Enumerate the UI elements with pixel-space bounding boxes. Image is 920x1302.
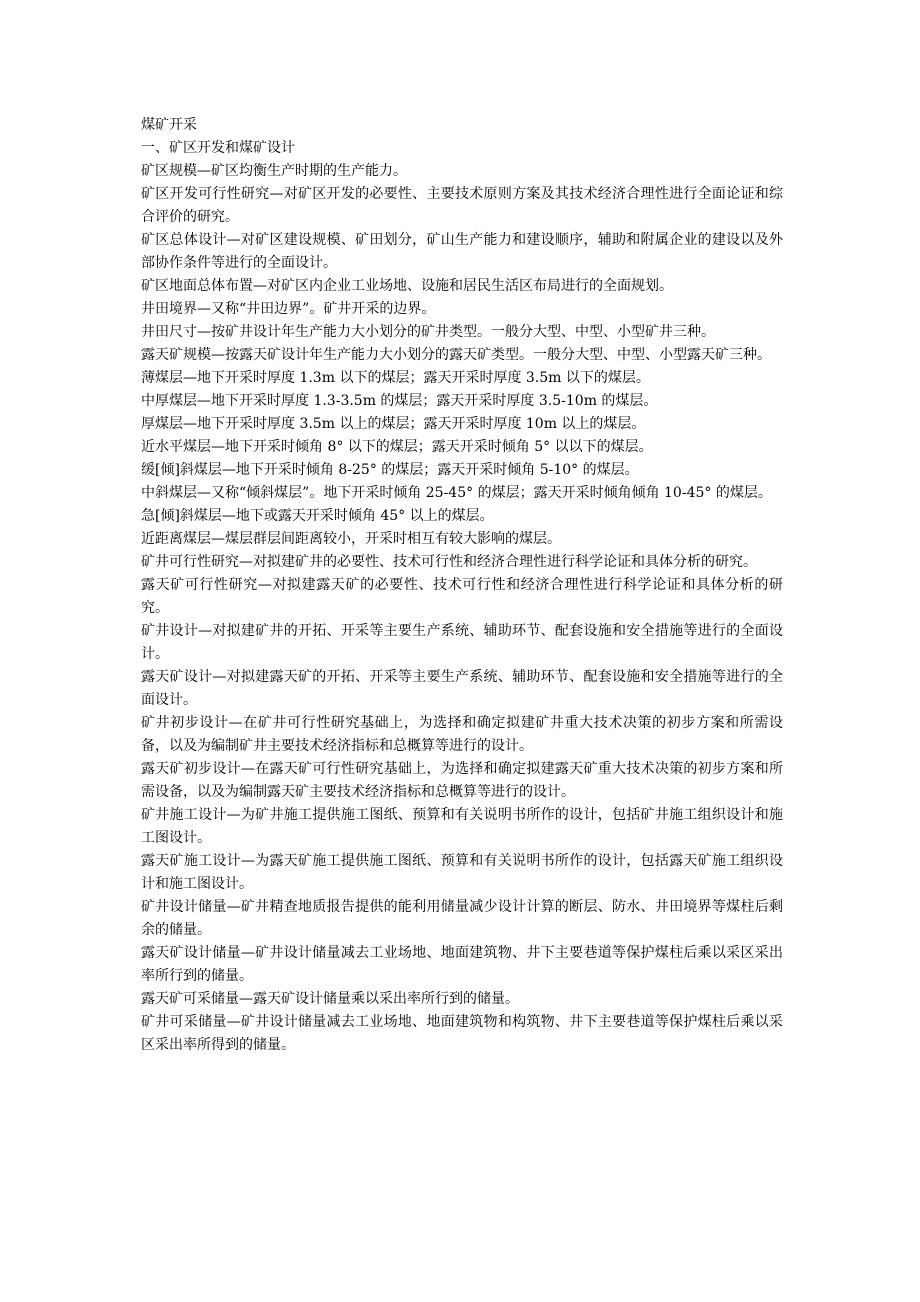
- definition-paragraph: 矿井设计—对拟建矿井的开拓、开采等主要生产系统、辅助环节、配套设施和安全措施等进行的全面设计。: [141, 623, 783, 662]
- definition-paragraph: 薄煤层—地下开采时厚度 1.3m 以下的煤层；露天开采时厚度 3.5m 以下的煤层。: [141, 370, 650, 386]
- definition-paragraph: 矿井可行性研究—对拟建矿井的必要性、技术可行性和经济合理性进行科学论证和具体分析的研究。: [141, 554, 757, 570]
- definition-paragraph: 近距离煤层—煤层群层间距离较小，开采时相互有较大影响的煤层。: [141, 531, 561, 547]
- definition-paragraph: 矿区地面总体布置—对矿区内企业工业场地、设施和居民生活区布局进行的全面规划。: [141, 278, 673, 294]
- definition-paragraph: 中斜煤层—又称“倾斜煤层”。地下开采时倾角 25-45° 的煤层；露天开采时倾角倾角 10-45° 的煤层。: [141, 485, 772, 501]
- definition-paragraph: 露天矿设计—对拟建露天矿的开拓、开采等主要生产系统、辅助环节、配套设施和安全措施等进行的全面设计。: [141, 669, 783, 708]
- definition-paragraph: 露天矿可采储量—露天矿设计储量乘以采出率所行到的储量。: [141, 991, 519, 1007]
- definition-paragraph: 缓[倾]斜煤层—地下开采时倾角 8-25° 的煤层；露天开采时倾角 5-10° 的煤层。: [141, 462, 639, 478]
- definition-paragraph: 中厚煤层—地下开采时厚度 1.3-3.5m 的煤层；露天开采时厚度 3.5-10m 的煤层。: [141, 393, 658, 409]
- definition-paragraph: 矿井可采储量—矿井设计储量减去工业场地、地面建筑物和构筑物、井下主要巷道等保护煤柱后乘以采区采出率所得到的储量。: [141, 1014, 783, 1053]
- paragraph-list: [141, 160, 783, 1057]
- definition-paragraph: 矿区规模—矿区均衡生产时期的生产能力。: [141, 163, 407, 179]
- definition-paragraph: 厚煤层—地下开采时厚度 3.5m 以上的煤层；露天开采时厚度 10m 以上的煤层。: [141, 416, 646, 432]
- definition-paragraph: 井田境界—又称“井田边界”。矿井开采的边界。: [141, 301, 436, 317]
- document-body: [141, 114, 783, 1057]
- document-title: 煤矿开采: [141, 117, 197, 133]
- definition-paragraph: 矿区开发可行性研究—对矿区开发的必要性、主要技术原则方案及其技术经济合理性进行全面论证和综合评价的研究。: [141, 186, 783, 225]
- definition-paragraph: 矿井施工设计—为矿井施工提供施工图纸、预算和有关说明书所作的设计，包括矿井施工组织设计和施工图设计。: [141, 807, 783, 846]
- definition-paragraph: 急[倾]斜煤层—地下或露天开采时倾角 45° 以上的煤层。: [141, 508, 494, 524]
- definition-paragraph: 近水平煤层—地下开采时倾角 8° 以下的煤层；露天开采时倾角 5° 以以下的煤层。: [141, 439, 653, 455]
- definition-paragraph: 露天矿施工设计—为露天矿施工提供施工图纸、预算和有关说明书所作的设计，包括露天矿施工组织设计和施工图设计。: [141, 853, 783, 892]
- definition-paragraph: 露天矿可行性研究—对拟建露天矿的必要性、技术可行性和经济合理性进行科学论证和具体分析的研究。: [141, 577, 783, 616]
- section-heading: 一、矿区开发和煤矿设计: [141, 140, 295, 156]
- definition-paragraph: 露天矿初步设计—在露天矿可行性研究基础上，为选择和确定拟建露天矿重大技术决策的初步方案和所需设备，以及为编制露天矿主要技术经济指标和总概算等进行的设计。: [141, 761, 783, 800]
- definition-paragraph: 露天矿设计储量—矿井设计储量减去工业场地、地面建筑物、井下主要巷道等保护煤柱后乘以采区采出率所行到的储量。: [141, 945, 783, 984]
- definition-paragraph: 矿井初步设计—在矿井可行性研究基础上，为选择和确定拟建矿井重大技术决策的初步方案和所需设备，以及为编制矿井主要技术经济指标和总概算等进行的设计。: [141, 715, 783, 754]
- definition-paragraph: 露天矿规模—按露天矿设计年生产能力大小划分的露天矿类型。一般分大型、中型、小型露天矿三种。: [141, 347, 771, 363]
- definition-paragraph: 矿区总体设计—对矿区建设规模、矿田划分，矿山生产能力和建设顺序，辅助和附属企业的建设以及外部协作条件等进行的全面设计。: [141, 232, 783, 271]
- definition-paragraph: 井田尺寸—按矿井设计年生产能力大小划分的矿井类型。一般分大型、中型、小型矿井三种。: [141, 324, 715, 340]
- definition-paragraph: 矿井设计储量—矿井精查地质报告提供的能利用储量减少设计计算的断层、防水、井田境界等煤柱后剩余的储量。: [141, 899, 783, 938]
